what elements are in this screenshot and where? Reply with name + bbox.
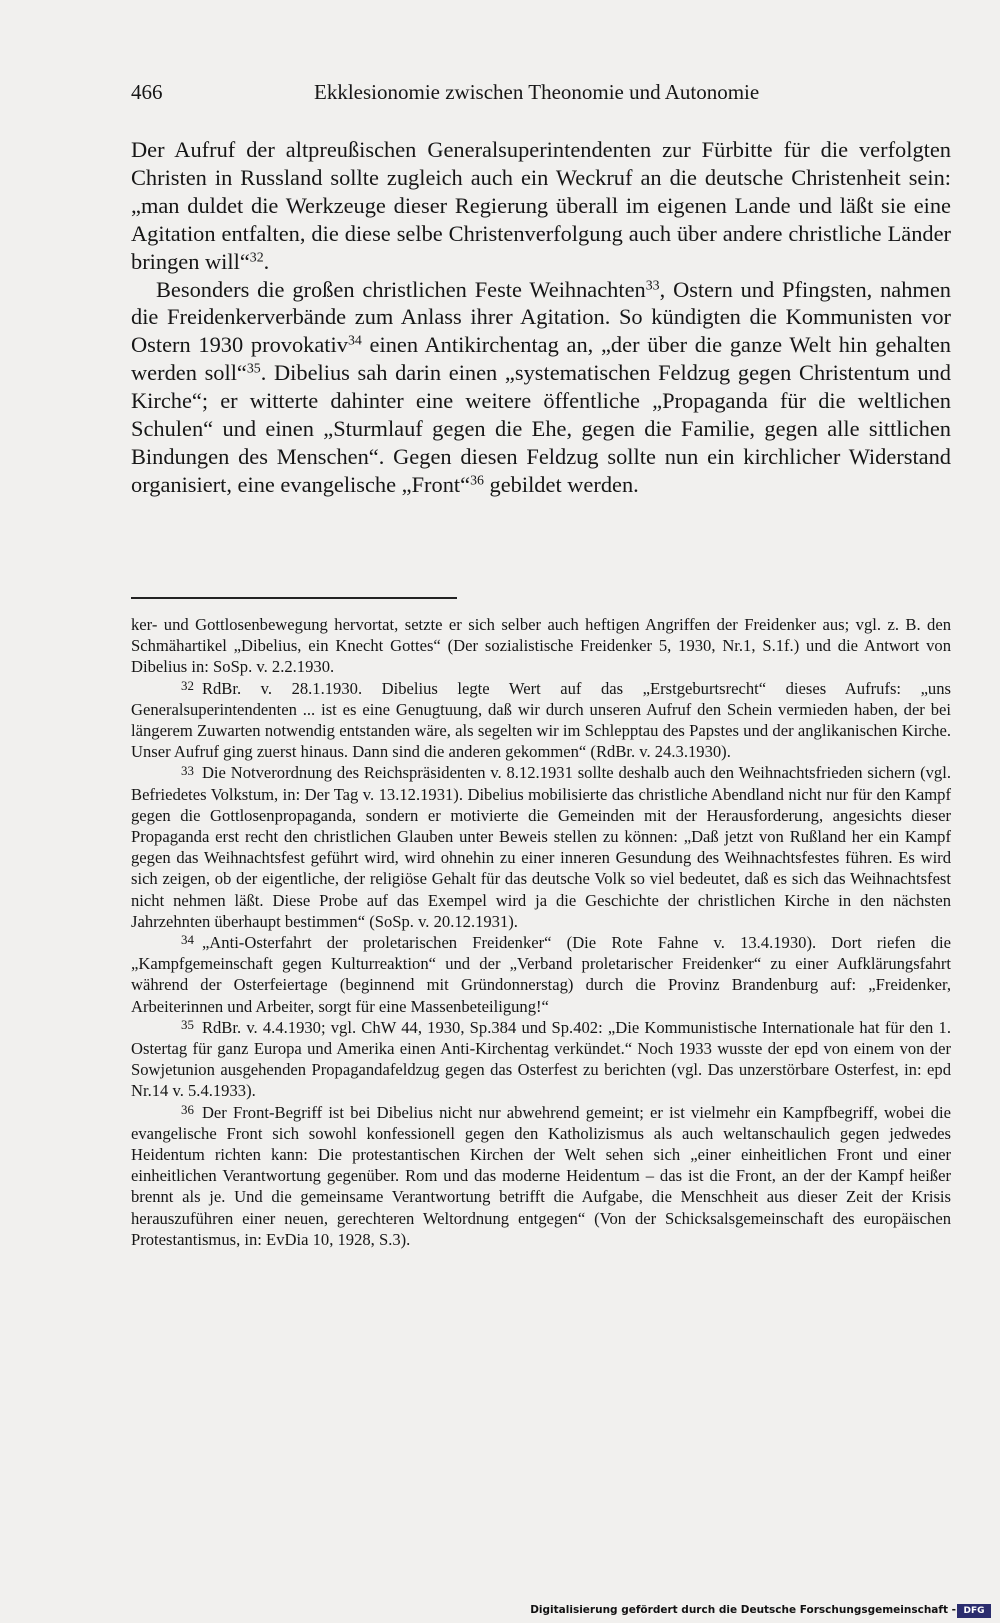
digitization-credit: Digitalisierung gefördert durch die Deutsche Forschungsgemeinschaft - — [530, 1604, 956, 1616]
paragraph-text: . — [263, 248, 270, 274]
footnote-text: RdBr. v. 4.4.1930; vgl. ChW 44, 1930, Sp.384 und Sp.402: „Die Kommunistische Internationale hat für den 1. Ostertag für ganz Europa und Amerika einen Anti-Kirchentag verkündet.“ Noch 1933 wusste der epd von einem von der Sowjetunion ausgehenden Propagandafeldzug gegen das Osterfest zu berichten (vgl. Das unzerstörbare Osterfest, in: epd Nr.14 v. 5.4.1933). — [131, 1017, 951, 1101]
main-text — [131, 136, 951, 499]
footnote-continued — [131, 614, 951, 678]
paragraph-text: , Ostern und Pfingsten, nahmen die Freidenkerverbände zum Anlass ihrer Agitation. So kündigten die Kommunisten vor Ostern 1930 provokativ — [131, 276, 951, 358]
footnote-separator — [131, 597, 457, 599]
footnote-ref-34: 34 — [347, 333, 362, 349]
footnote-36: 36 Der Front-Begriff ist bei Dibelius nicht nur abwehrend gemeint; er ist vielmehr ein Kampfbegriff, wobei die evangelische Front sich sowohl konfessionell gegen den Katholizismus als auch weltanschaulich gegen jedwedes Heidentum richten kann: Die protestantischen Kirchen der Welt sehen sich „einer einheitlichen Front und einer einheitlichen Verantwortung gegenüber. Rom und das moderne Heidentum – das ist die Front, an der der Kampf heißer brennt als je. Und die gemeinsame Verantwortung betrifft die Aufgabe, die Menschheit aus dieser Zeit der Krisis herauszuführen einer neuen, gerechteren Weltordnung entgegen“ (Von der Schicksalsgemeinschaft des europäischen Protestantismus, in: EvDia 10, 1928, S.3). — [131, 1102, 951, 1249]
footnote-ref-36: 36 — [470, 473, 484, 489]
footnote-text: RdBr. v. 28.1.1930. Dibelius legte Wert auf das „Erstgeburtsrecht“ dieses Aufrufs: „uns Generalsuperintendenten ... ist es eine Genugtuung, daß wir durch unseren Aufruf den Schein vermieden haben, der bei längerem Zuwarten notwendig entstanden wäre, als segelten wir im Schlepptau des Papstes und der anglikanischen Kirche. Unser Aufruf ging zuerst hinaus. Dann sind die anderen gekommen“ (RdBr. v. 24.3.1930). — [131, 678, 951, 762]
paragraph-2 — [131, 276, 951, 499]
paragraph-text: Besonders die großen christlichen Feste Weihnachten — [156, 276, 646, 302]
footnote-text: Der Front-Begriff ist bei Dibelius nicht nur abwehrend gemeint; er ist vielmehr ein Kampfbegriff, wobei die evangelische Front sich sowohl konfessionell gegen den Katholizismus als auch weltanschaulich gegen jedwedes Heidentum richten kann: Die protestantischen Kirchen der Welt sehen sich „einer einheitlichen Front und einer einheitlichen Verantwortung gegenüber. Rom und das moderne Heidentum – das ist die Front, an der der Kampf heißer brennt als je. Und die gemeinsame Verantwortung betrifft die Aufgabe, die Menschheit aus dieser Zeit der Krisis herauszuführen einer neuen, gerechteren Weltordnung entgegen“ (Von der Schicksalsgemeinschaft des europäischen Protestantismus, in: EvDia 10, 1928, S.3). — [131, 1102, 951, 1249]
paragraph-text: gebildet werden. — [483, 471, 639, 497]
footnote-32: 32 RdBr. v. 28.1.1930. Dibelius legte Wert auf das „Erstgeburtsrecht“ dieses Aufrufs: „uns Generalsuperintendenten ... ist es eine Genugtuung, daß wir durch unseren Aufruf den Schein vermieden haben, der bei längerem Zuwarten notwendig entstanden wäre, als segelten wir im Schlepptau des Papstes und der anglikanischen Kirche. Unser Aufruf ging zuerst hinaus. Dann sind die anderen gekommen“ (RdBr. v. 24.3.1930). — [131, 677, 951, 762]
paragraph-1 — [131, 136, 951, 276]
running-title: Ekklesionomie zwischen Theonomie und Autonomie — [314, 80, 760, 104]
footnote-ref-32: 32 — [249, 250, 264, 265]
dfg-logo: DFG — [957, 1604, 991, 1618]
footnote-text: Die Notverordnung des Reichspräsidenten v. 8.12.1931 sollte deshalb auch den Weihnachtsfrieden sichern (vgl. Befriedetes Volkstum, in: Der Tag v. 13.12.1931). Dibelius mobilisierte das christliche Abendland nicht nur für den Kampf gegen die Gottlosenpropaganda, sondern er motivierte die Gemeinden mit der Herausforderung, angesichts dieser Propaganda erst recht den christlichen Glauben unter Beweis stellen zu können: „Daß jetzt von Rußland her ein Kampf gegen das Weihnachtsfest geführt wird, wird ohnehin zu einer inneren Gesundung des Weihnachtsfestes führen. Es wird sich zeigen, ob der eigentliche, der religiöse Gehalt für das deutsche Volk so viel bedeutet, daß es sich das Weihnachtsfest nicht nehmen läßt. Diese Probe auf das Exempel wird ja die Geschichte der christlichen Kirche in den nächsten Jahrzehnten überhaupt bestimmen“ (SoSp. v. 20.12.1931). — [131, 763, 951, 931]
footnote-33: 33 Die Notverordnung des Reichspräsidenten v. 8.12.1931 sollte deshalb auch den Weihnachtsfrieden sichern (vgl. Befriedetes Volkstum, in: Der Tag v. 13.12.1931). Dibelius mobilisierte das christliche Abendland nicht nur für den Kampf gegen die Gottlosenpropaganda, sondern er motivierte die Gemeinden mit der Herausforderung, angesichts dieser Propaganda erst recht den christlichen Glauben unter Beweis stellen zu können: „Daß jetzt von Rußland her ein Kampf gegen das Weihnachtsfest geführt wird, wird ohnehin zu einer inneren Gesundung des Weihnachtsfestes führen. Es wird sich zeigen, ob der eigentliche, der religiöse Gehalt für das deutsche Volk so viel bedeutet, daß es sich das Weihnachtsfest nicht nehmen läßt. Diese Probe auf das Exempel wird ja die Geschichte der christlichen Kirche in den nächsten Jahrzehnten überhaupt bestimmen“ (SoSp. v. 20.12.1931). — [131, 762, 951, 931]
footnote-text: ker- und Gottlosenbewegung hervortat, setzte er sich selber auch heftigen Angriffen der Freidenker aus; vgl. z. B. den Schmähartikel „Dibelius, ein Knecht Gottes“ (Der sozialistische Freidenker 5, 1930, Nr.1, S.1f.) und die Antwort von Dibelius in: SoSp. v. 2.2.1930. — [131, 615, 951, 677]
footnote-ref-35: 35 — [246, 361, 261, 377]
footnote-34: 34 „Anti-Osterfahrt der proletarischen Freidenker“ (Die Rote Fahne v. 13.4.1930). Dort riefen die „Kampfgemeinschaft gegen Kulturreaktion“ und der „Verband proletarischer Freidenker“ zu einer Aufklärungsfahrt während der Osterfeiertage (beginnend mit Gründonnerstag) durch die Provinz Brandenburg auf: „Freidenker, Arbeiterinnen und Arbeiter, sorgt für eine Massenbeteiligung!“ — [131, 932, 951, 1016]
footnote-ref-33: 33 — [645, 277, 660, 293]
footnote-35: 35 RdBr. v. 4.4.1930; vgl. ChW 44, 1930, Sp.384 und Sp.402: „Die Kommunistische Internationale hat für den 1. Ostertag für ganz Europa und Amerika einen Anti-Kirchentag verkündet.“ Noch 1933 wusste der epd von einem von der Sowjetunion ausgehenden Propagandafeldzug gegen das Osterfest zu berichten (vgl. Das unzerstörbare Osterfest, in: epd Nr.14 v. 5.4.1933). — [131, 1017, 951, 1101]
paragraph-text: einen Antikirchentag an, „der über die ganze Welt hin gehalten werden soll“ — [131, 332, 951, 386]
footnote-text: „Anti-Osterfahrt der proletarischen Freidenker“ (Die Rote Fahne v. 13.4.1930). Dort riefen die „Kampfgemeinschaft gegen Kulturreaktion“ und der „Verband proletarischer Freidenker“ zu einer Aufklärungsfahrt während der Osterfeiertage (beginnend mit Gründonnerstag) durch die Provinz Brandenburg auf: „Freidenker, Arbeiterinnen und Arbeiter, sorgt für eine Massenbeteiligung!“ — [131, 933, 951, 1016]
paragraph-text: Der Aufruf der altpreußischen Generalsuperintendenten zur Fürbitte für die verfolgten Christen in Russland sollte zugleich auch ein Weckruf an die deutsche Christenheit sein: „man duldet die Werkzeuge dieser Regierung überall im eigenen Lande und läßt sie eine Agitation entfalten, die diese selbe Christenverfolgung auch über andere christliche Länder bringen will“ — [131, 137, 951, 274]
paragraph-text: . Dibelius sah darin einen „systematischen Feldzug gegen Christentum und Kirche“; er witterte dahinter eine weitere öffentliche „Propaganda für die weltlichen Schulen“ und einen „Sturmlauf gegen die Ehe, gegen die Familie, gegen alle sittlichen Bindungen des Menschen“. Gegen diesen Feldzug sollte nun ein kirchlicher Widerstand organisiert, eine evangelische „Front“ — [131, 360, 952, 497]
footnotes — [131, 614, 951, 1250]
page-header — [131, 80, 963, 110]
page-number: 466 — [131, 80, 163, 104]
